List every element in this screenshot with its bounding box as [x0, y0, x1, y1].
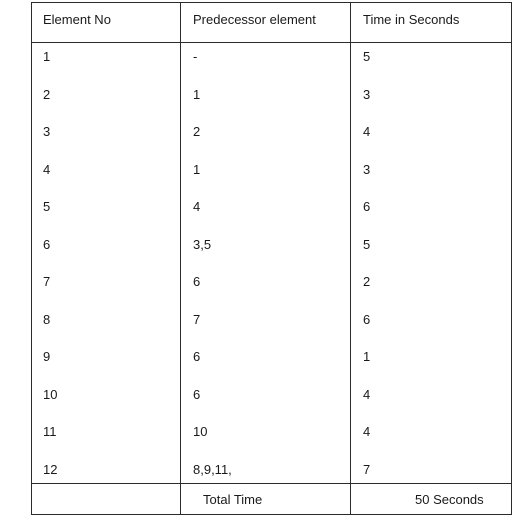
column-divider: [180, 3, 181, 514]
header-time: Time in Seconds: [363, 12, 460, 27]
cell-predecessor: 3,5: [193, 237, 212, 252]
cell-time: 5: [363, 237, 371, 252]
cell-time: 4: [363, 124, 371, 139]
cell-predecessor: 6: [193, 349, 201, 364]
cell-element-no: 8: [43, 312, 51, 327]
header-divider: [32, 42, 511, 43]
cell-predecessor: 10: [193, 424, 208, 439]
cell-element-no: 6: [43, 237, 51, 252]
cell-element-no: 10: [43, 387, 58, 402]
column-divider: [350, 3, 351, 514]
cell-time: 4: [363, 387, 371, 402]
cell-predecessor: -: [193, 49, 198, 64]
cell-predecessor: 7: [193, 312, 201, 327]
cell-element-no: 2: [43, 87, 51, 102]
cell-time: 1: [363, 349, 371, 364]
cell-element-no: 11: [43, 424, 57, 439]
cell-time: 2: [363, 274, 371, 289]
cell-predecessor: 4: [193, 199, 201, 214]
cell-predecessor: 8,9,11,: [193, 462, 232, 477]
cell-element-no: 9: [43, 349, 51, 364]
cell-time: 3: [363, 87, 371, 102]
total-time-label: Total Time: [203, 492, 263, 507]
cell-predecessor: 6: [193, 387, 201, 402]
cell-predecessor: 1: [193, 162, 201, 177]
cell-element-no: 4: [43, 162, 51, 177]
cell-time: 4: [363, 424, 371, 439]
cell-element-no: 12: [43, 462, 58, 477]
cell-time: 5: [363, 49, 371, 64]
precedence-table: [31, 2, 512, 515]
footer-divider: [32, 483, 511, 484]
cell-element-no: 7: [43, 274, 51, 289]
cell-time: 3: [363, 162, 371, 177]
cell-element-no: 3: [43, 124, 51, 139]
cell-predecessor: 6: [193, 274, 201, 289]
cell-predecessor: 2: [193, 124, 201, 139]
cell-time: 6: [363, 199, 371, 214]
cell-predecessor: 1: [193, 87, 201, 102]
header-element-no: Element No: [43, 12, 111, 27]
cell-time: 7: [363, 462, 371, 477]
total-time-value: 50 Seconds: [415, 492, 484, 507]
header-predecessor: Predecessor element: [193, 12, 316, 27]
cell-time: 6: [363, 312, 371, 327]
cell-element-no: 1: [43, 49, 51, 64]
cell-element-no: 5: [43, 199, 51, 214]
